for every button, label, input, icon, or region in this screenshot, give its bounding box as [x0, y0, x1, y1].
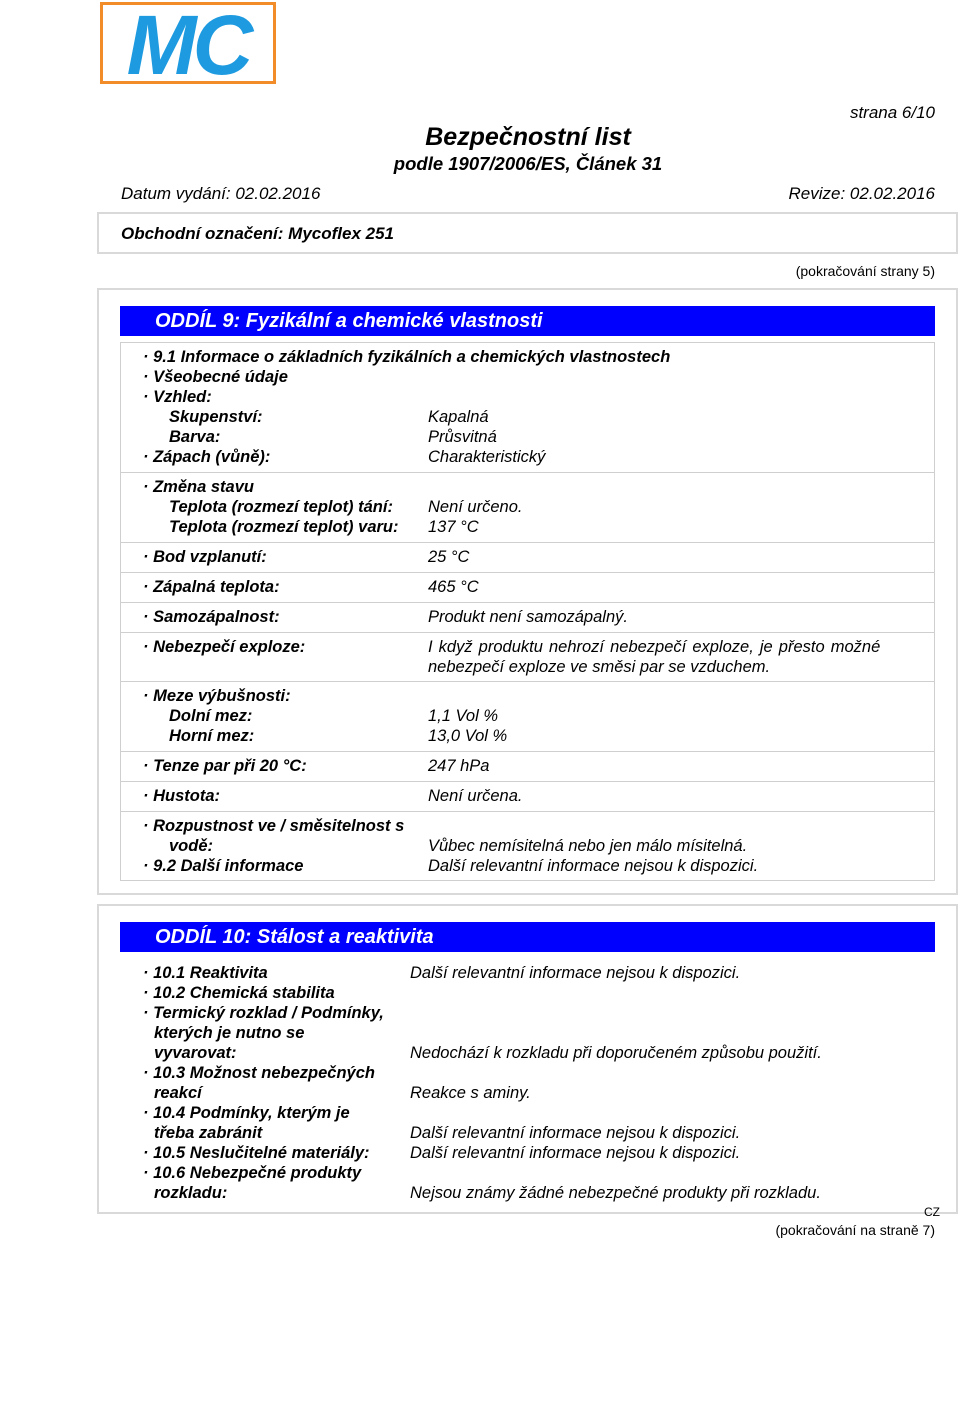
- continued-from: (pokračování strany 5): [795, 263, 935, 279]
- property-label: · Všeobecné údaje: [143, 368, 288, 386]
- property-label: Skupenství:: [169, 408, 263, 426]
- property-value: 1,1 Vol %: [428, 707, 499, 725]
- property-label: · 10.1 Reaktivita: [143, 964, 268, 982]
- property-value: 25 °C: [428, 548, 470, 566]
- property-label: · Zápalná teplota:: [143, 578, 280, 596]
- section-9-heading: ODDÍL 9: Fyzikální a chemické vlastnosti: [120, 306, 935, 336]
- property-label: vodě:: [169, 837, 214, 855]
- property-label: Barva:: [169, 428, 221, 446]
- property-label: · Meze výbušnosti:: [143, 687, 291, 705]
- property-value: Není určena.: [428, 787, 523, 805]
- divider: [120, 751, 935, 752]
- document-subtitle: podle 1907/2006/ES, Článek 31: [393, 153, 663, 174]
- property-value: Reakce s aminy.: [410, 1084, 531, 1102]
- logo-text: MC: [126, 2, 250, 84]
- property-value: Nedochází k rozkladu při doporučeném způsobu použití.: [410, 1044, 822, 1062]
- property-label: · Samozápalnost:: [143, 608, 280, 626]
- property-label: · 10.4 Podmínky, kterým je: [143, 1104, 350, 1122]
- company-logo: [100, 2, 276, 84]
- property-label: · Nebezpečí exploze:: [143, 638, 306, 656]
- property-label: Teplota (rozmezí teplot) varu:: [169, 518, 399, 536]
- property-value: Další relevantní informace nejsou k dispozici.: [410, 964, 741, 982]
- property-label: · 10.5 Neslučitelné materiály:: [143, 1144, 370, 1162]
- property-label: · Bod vzplanutí:: [143, 548, 267, 566]
- property-label: · Vzhled:: [143, 388, 212, 406]
- property-label: · 10.6 Nebezpečné produkty: [143, 1164, 362, 1182]
- property-label: · 10.3 Možnost nebezpečných: [143, 1064, 375, 1082]
- property-value: Průsvitná: [428, 428, 497, 446]
- property-label: · 10.2 Chemická stabilita: [143, 984, 335, 1002]
- divider: [120, 811, 935, 812]
- document-title: Bezpečnostní list: [425, 123, 631, 151]
- property-label: · 9.1 Informace o základních fyzikálních a chemických vlastnostech: [143, 348, 671, 366]
- divider: [120, 781, 935, 782]
- property-value: Kapalná: [428, 408, 489, 426]
- divider: [120, 632, 935, 633]
- property-value: I když produktu nehrozí nebezpečí exploze, je přesto možné: [428, 638, 881, 656]
- property-value: 137 °C: [428, 518, 479, 536]
- property-label: vyvarovat:: [154, 1044, 237, 1062]
- divider: [120, 681, 935, 682]
- property-label: · 9.2 Další informace: [143, 857, 304, 875]
- property-value: 465 °C: [428, 578, 479, 596]
- property-value: Další relevantní informace nejsou k dispozici.: [428, 857, 759, 875]
- section-10-heading: ODDÍL 10: Stálost a reaktivita: [120, 922, 935, 952]
- divider: [120, 472, 935, 473]
- property-label: · Rozpustnost ve / směsitelnost s: [143, 817, 405, 835]
- issue-date: Datum vydání: 02.02.2016: [121, 184, 321, 203]
- divider: [120, 542, 935, 543]
- property-label: Horní mez:: [169, 727, 255, 745]
- property-value: Další relevantní informace nejsou k dispozici.: [410, 1144, 741, 1162]
- property-label: · Tenze par při 20 °C:: [143, 757, 307, 775]
- language-code: CZ: [924, 1205, 940, 1219]
- property-label: · Změna stavu: [143, 478, 254, 496]
- property-value: Produkt není samozápalný.: [428, 608, 628, 626]
- property-value: Další relevantní informace nejsou k dispozici.: [410, 1124, 741, 1142]
- property-value: Vůbec nemísitelná nebo jen málo mísitelná.: [428, 837, 748, 855]
- property-value: nebezpečí exploze ve směsi par se vzduchem.: [428, 658, 771, 676]
- property-label: třeba zabránit: [154, 1124, 263, 1142]
- divider: [120, 602, 935, 603]
- revision-date: Revize: 02.02.2016: [788, 184, 935, 203]
- property-label: · Hustota:: [143, 787, 220, 805]
- property-value: 13,0 Vol %: [428, 727, 508, 745]
- property-label: · Termický rozklad / Podmínky,: [143, 1004, 384, 1022]
- property-value: Nejsou známy žádné nebezpečné produkty při rozkladu.: [410, 1184, 821, 1202]
- property-value: Charakteristický: [428, 448, 546, 466]
- divider: [120, 572, 935, 573]
- property-label: Dolní mez:: [169, 707, 253, 725]
- property-label: · Zápach (vůně):: [143, 448, 271, 466]
- property-value: 247 hPa: [428, 757, 490, 775]
- page-number: strana 6/10: [849, 103, 935, 122]
- property-label: Teplota (rozmezí teplot) tání:: [169, 498, 393, 516]
- property-label: reakcí: [154, 1084, 202, 1102]
- property-value: Není určeno.: [428, 498, 523, 516]
- property-label: kterých je nutno se: [154, 1024, 305, 1042]
- property-label: rozkladu:: [154, 1184, 228, 1202]
- trade-name: Obchodní označení: Mycoflex 251: [121, 224, 395, 243]
- continued-to: (pokračování na straně 7): [775, 1222, 935, 1238]
